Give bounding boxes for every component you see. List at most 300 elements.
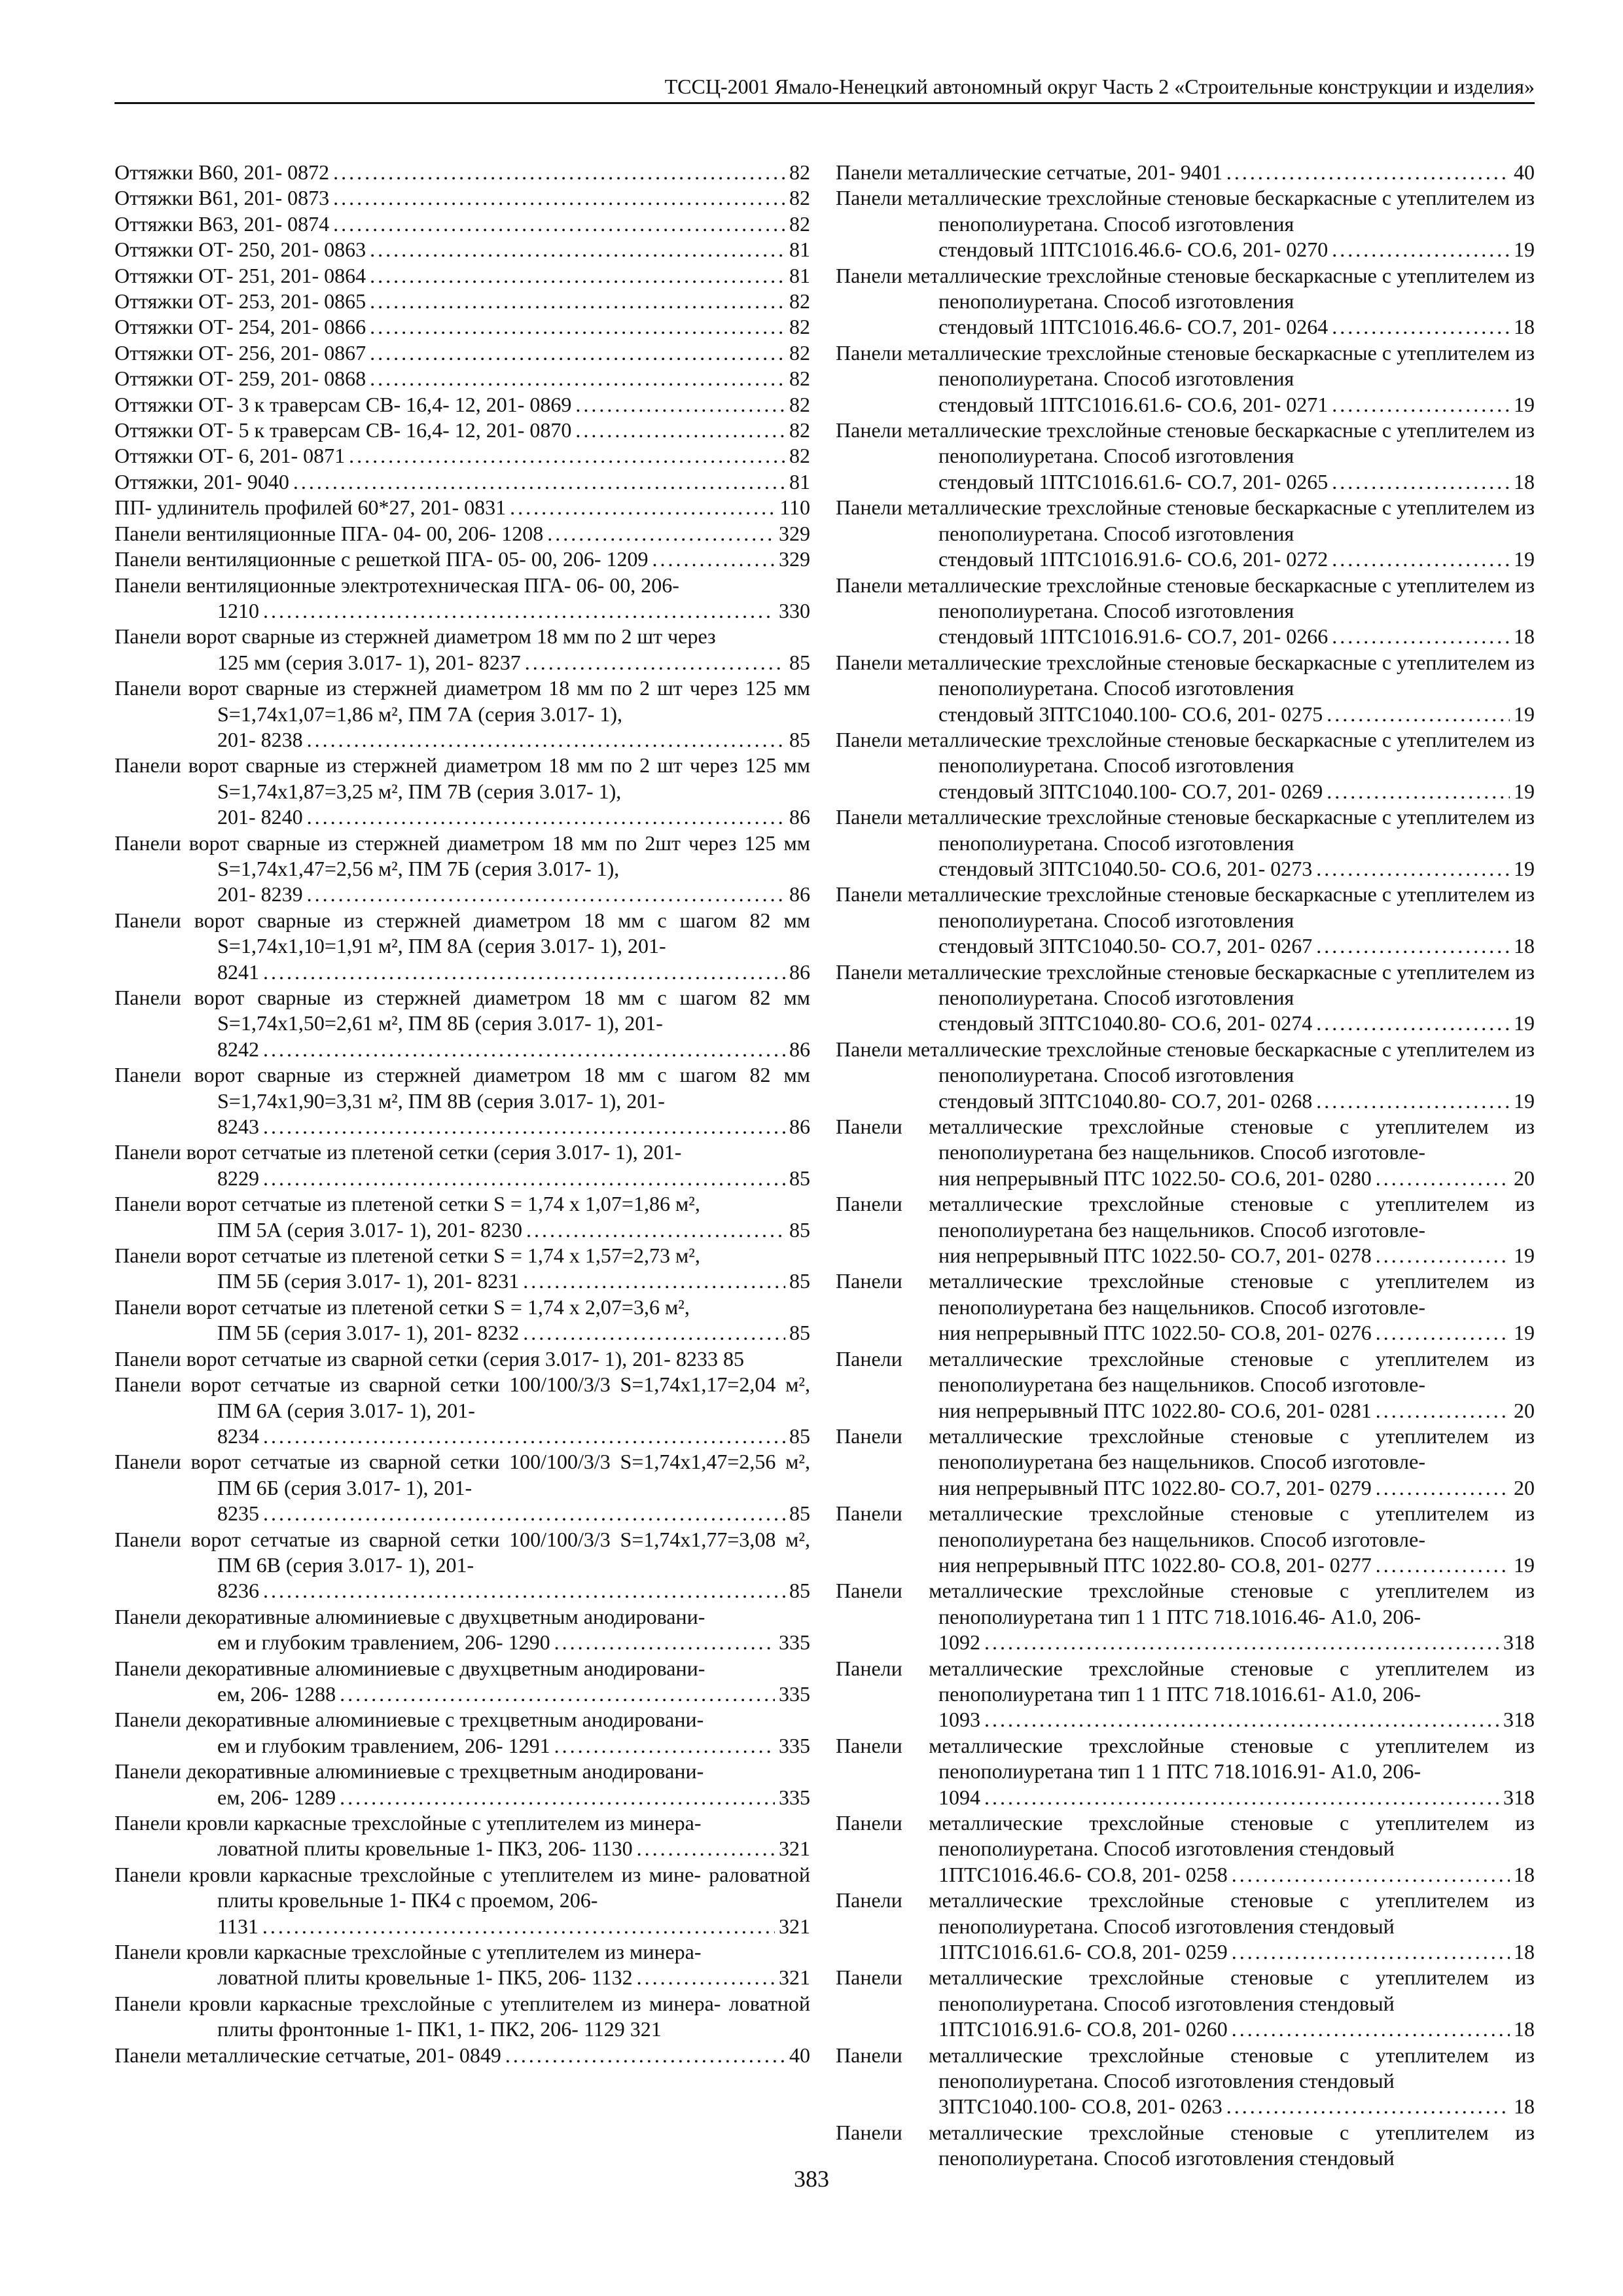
- entry-leader-line: [217, 1320, 810, 1346]
- entry-text: Панели металлические трехслойные стеновые бескаркасные с утеплителем из пенополиуретана. Способ изготовления: [836, 1037, 1535, 1087]
- entry-reference: ПП- удлинитель профилей 60*27, 201- 0831: [115, 495, 507, 520]
- entry-text: Панели кровли каркасные трехслойные с утеплителем из минера- ловатной плиты фронтонные 1- ПК1, 1- ПК2, 206- 1129 321: [115, 1991, 810, 2041]
- dot-leader: [307, 804, 785, 830]
- entry-leader-line: [938, 1398, 1535, 1424]
- index-entry: [115, 1862, 810, 1939]
- index-entry: [115, 1939, 810, 1991]
- entry-leader-line: [115, 366, 810, 391]
- entry-page-number: 318: [1503, 1630, 1535, 1655]
- entry-page-number: 85: [789, 1217, 810, 1242]
- dot-leader: [1376, 1552, 1510, 1578]
- index-entry: [836, 1268, 1535, 1346]
- entry-page-number: 20: [1514, 1166, 1535, 1190]
- entry-reference: ем, 206- 1289: [217, 1785, 336, 1809]
- entry-text: Панели кровли каркасные трехслойные с утеплителем из минера-: [115, 1940, 702, 1964]
- entry-leader-line: [115, 211, 810, 237]
- entry-leader-line: [115, 547, 810, 572]
- entry-leader-line: [938, 314, 1535, 340]
- entry-page-number: 19: [1514, 702, 1535, 726]
- entry-page-number: 82: [789, 392, 810, 416]
- entry-leader-line: [217, 1037, 810, 1062]
- index-entry: [115, 1449, 810, 1526]
- entry-reference: ем, 206- 1288: [217, 1681, 336, 1706]
- dot-leader: [1332, 237, 1510, 262]
- dot-leader: [263, 1037, 785, 1062]
- entry-text: Панели ворот сетчатые из сварной сетки 100/100/3/3 S=1,74x1,47=2,56 м², ПМ 6Б (серия 3.017- 1), 201-: [115, 1450, 810, 1499]
- entry-reference: 8236: [217, 1579, 259, 1603]
- index-entry: [115, 1295, 810, 1346]
- entry-leader-line: [115, 237, 810, 262]
- entry-text: Панели ворот сварные из стержней диаметром 18 мм с шагом 82 мм S=1,74x1,90=3,31 м², ПМ 8В (серия 3.017- 1), 201-: [115, 1063, 810, 1113]
- entry-leader-line: [938, 1785, 1535, 1810]
- entry-reference: стендовый 3ПТС1040.50- СО.7, 201- 0267: [938, 934, 1313, 958]
- entry-reference: 201- 8239: [217, 882, 303, 906]
- entry-reference: стендовый 3ПТС1040.100- СО.6, 201- 0275: [938, 702, 1323, 726]
- dot-leader: [1376, 1243, 1510, 1268]
- index-entry: [115, 1191, 810, 1243]
- dot-leader: [984, 1630, 1499, 1655]
- index-entry: [836, 495, 1535, 572]
- entry-text: Панели ворот сварные из стержней диаметром 18 мм по 2шт через 125 мм S=1,74x1,47=2,56 м², ПМ 7Б (серия 3.017- 1),: [115, 831, 810, 880]
- entry-text: Панели ворот сетчатые из сварной сетки 100/100/3/3 S=1,74x1,17=2,04 м², ПМ 6А (серия 3.017- 1), 201-: [115, 1372, 810, 1422]
- entry-leader-line: [938, 779, 1535, 804]
- entry-leader-line: [115, 418, 810, 443]
- index-entry: [115, 675, 810, 753]
- index-entry: [115, 2043, 810, 2068]
- dot-leader: [263, 1114, 785, 1139]
- dot-leader: [1232, 2017, 1510, 2042]
- entry-page-number: 86: [789, 882, 810, 906]
- entry-page-number: 335: [779, 1681, 810, 1706]
- index-entry: [836, 1191, 1535, 1268]
- entry-page-number: 18: [1514, 2017, 1535, 2041]
- entry-leader-line: [217, 1424, 810, 1449]
- dot-leader: [263, 960, 785, 985]
- entry-leader-line: [938, 1939, 1535, 1965]
- index-entry: [836, 1733, 1535, 1810]
- index-entry: [115, 1062, 810, 1139]
- entry-page-number: 81: [789, 469, 810, 493]
- entry-text: Панели металлические трехслойные стеновые с утеплителем из пенополиуретана без нащельников. Способ изготовле-: [836, 1192, 1535, 1242]
- entry-leader-line: [217, 882, 810, 907]
- entry-reference: 125 мм (серия 3.017- 1), 201- 8237: [217, 650, 521, 674]
- entry-reference: Оттяжки В60, 201- 0872: [115, 160, 330, 184]
- index-entry: [836, 340, 1535, 418]
- entry-leader-line: [115, 263, 810, 289]
- entry-leader-line: [938, 2094, 1535, 2119]
- page-number: 383: [794, 2166, 829, 2192]
- entry-leader-line: [115, 314, 810, 340]
- dot-leader: [1332, 469, 1510, 495]
- entry-reference: ем и глубоким травлением, 206- 1291: [217, 1733, 550, 1757]
- entry-page-number: 19: [1514, 1321, 1535, 1345]
- entry-text: Панели металлические трехслойные стеновые с утеплителем из пенополиуретана без нащельников. Способ изготовле-: [836, 1269, 1535, 1319]
- entry-leader-line: [217, 1501, 810, 1526]
- entry-text: Панели ворот сварные из стержней диаметром 18 мм по 2 шт через 125 мм S=1,74x1,87=3,25 м², ПМ 7В (серия 3.017- 1),: [115, 753, 810, 803]
- entry-text: Панели вентиляционные электротехническая ПГА- 06- 00, 206-: [115, 573, 679, 597]
- entry-leader-line: [938, 2017, 1535, 2042]
- dot-leader: [370, 340, 785, 366]
- entry-text: Панели металлические трехслойные стеновые бескаркасные с утеплителем из пенополиуретана. Способ изготовления: [836, 573, 1535, 622]
- entry-page-number: 81: [789, 263, 810, 287]
- entry-text: Панели металлические трехслойные стеновые с утеплителем из пенополиуретана без нащельников. Способ изготовле-: [836, 1115, 1535, 1164]
- entry-page-number: 19: [1514, 1244, 1535, 1268]
- entry-reference: 8241: [217, 960, 259, 984]
- entry-page-number: 18: [1514, 1862, 1535, 1886]
- index-entry: [115, 1759, 810, 1810]
- entry-text: Панели ворот сетчатые из плетеной сетки S = 1,74 x 1,57=2,73 м²,: [115, 1244, 700, 1268]
- dot-leader: [554, 1733, 775, 1759]
- entry-text: Панели металлические трехслойные стеновые с утеплителем из пенополиуретана тип 1 1 ПТС 718.1016.91- А1.0, 206-: [836, 1733, 1535, 1784]
- index-entry: [115, 340, 810, 366]
- dot-leader: [340, 1785, 775, 1810]
- entry-page-number: 335: [779, 1630, 810, 1655]
- entry-text: Панели металлические трехслойные стеновые с утеплителем из пенополиуретана тип 1 1 ПТС 718.1016.61- А1.0, 206-: [836, 1656, 1535, 1706]
- entry-reference: ловатной плиты кровельные 1- ПК5, 206- 1132: [217, 1965, 633, 1990]
- entry-reference: стендовый 1ПТС1016.46.6- СО.7, 201- 0264: [938, 315, 1329, 339]
- entry-leader-line: [115, 289, 810, 314]
- entry-reference: Оттяжки ОТ- 256, 201- 0867: [115, 340, 366, 365]
- entry-text: Панели металлические трехслойные стеновые с утеплителем из пенополиуретана без нащельников. Способ изготовле-: [836, 1501, 1535, 1551]
- entry-leader-line: [115, 2043, 810, 2068]
- entry-reference: ния непрерывный ПТС 1022.50- СО.6, 201- 0280: [938, 1166, 1372, 1190]
- dot-leader: [262, 1914, 775, 1939]
- entry-text: Панели ворот сетчатые из сварной сетки (серия 3.017- 1), 201- 8233 85: [115, 1346, 744, 1371]
- entry-page-number: 329: [779, 547, 810, 571]
- index-entry: [836, 1888, 1535, 1965]
- entry-leader-line: [938, 1011, 1535, 1036]
- entry-reference: ния непрерывный ПТС 1022.80- СО.7, 201- 0279: [938, 1475, 1372, 1499]
- entry-leader-line: [217, 727, 810, 753]
- entry-reference: 3ПТС1040.100- СО.8, 201- 0263: [938, 2094, 1222, 2119]
- dot-leader: [505, 2043, 785, 2068]
- entry-reference: Оттяжки В61, 201- 0873: [115, 186, 330, 210]
- entry-page-number: 19: [1514, 856, 1535, 880]
- index-entry: [836, 263, 1535, 340]
- index-entry: [836, 1424, 1535, 1501]
- entry-page-number: 18: [1514, 315, 1535, 339]
- entry-page-number: 329: [779, 521, 810, 545]
- dot-leader: [263, 1501, 785, 1526]
- entry-reference: стендовый 3ПТС1040.50- СО.6, 201- 0273: [938, 856, 1313, 880]
- entry-reference: 1092: [938, 1630, 980, 1655]
- index-entry: [836, 1656, 1535, 1733]
- index-entry: [115, 263, 810, 289]
- index-entry: [836, 650, 1535, 727]
- entry-page-number: 86: [789, 960, 810, 984]
- entry-text: Панели металлические трехслойные стеновые бескаркасные с утеплителем из пенополиуретана. Способ изготовления: [836, 882, 1535, 932]
- dot-leader: [340, 1681, 775, 1707]
- entry-text: Панели кровли каркасные трехслойные с утеплителем из мине- раловатной плиты кровельные 1- ПК4 с проемом, 206-: [115, 1862, 810, 1912]
- entry-reference: Оттяжки ОТ- 250, 201- 0863: [115, 238, 366, 262]
- entry-reference: 8234: [217, 1424, 259, 1448]
- entry-leader-line: [217, 804, 810, 830]
- dot-leader: [1327, 779, 1510, 804]
- dot-leader: [1332, 624, 1510, 649]
- entry-leader-line: [938, 469, 1535, 495]
- entry-leader-line: [217, 650, 810, 675]
- entry-leader-line: [115, 160, 810, 185]
- entry-reference: 1ПТС1016.91.6- СО.8, 201- 0260: [938, 2017, 1228, 2041]
- entry-page-number: 85: [789, 650, 810, 674]
- dot-leader: [1332, 547, 1510, 572]
- dot-leader: [652, 547, 775, 572]
- index-entry: [836, 727, 1535, 804]
- index-entry: [115, 237, 810, 262]
- entry-leader-line: [115, 340, 810, 366]
- entry-page-number: 82: [789, 444, 810, 468]
- dot-leader: [370, 289, 785, 314]
- entry-leader-line: [217, 1914, 810, 1939]
- entry-leader-line: [115, 469, 810, 495]
- dot-leader: [1226, 2094, 1510, 2119]
- index-entry: [836, 1346, 1535, 1424]
- entry-reference: ем и глубоким травлением, 206- 1290: [217, 1630, 550, 1655]
- index-entry: [836, 185, 1535, 262]
- entry-reference: Оттяжки, 201- 9040: [115, 469, 289, 493]
- entry-reference: ПМ 5Б (серия 3.017- 1), 201- 8232: [217, 1321, 520, 1345]
- index-entry: [115, 1243, 810, 1295]
- dot-leader: [370, 366, 785, 391]
- entry-reference: Оттяжки ОТ- 5 к траверсам СВ- 16,4- 12, 201- 0870: [115, 418, 572, 442]
- entry-text: Панели ворот сварные из стержней диаметром 18 мм по 2 шт через 125 мм S=1,74x1,07=1,86 м², ПМ 7А (серия 3.017- 1),: [115, 676, 810, 726]
- dot-leader: [526, 1217, 785, 1243]
- entry-page-number: 40: [789, 2043, 810, 2067]
- index-entry: [115, 753, 810, 830]
- dot-leader: [307, 727, 785, 753]
- dot-leader: [349, 443, 785, 469]
- index-entry: [115, 160, 810, 185]
- index-entry: [115, 1372, 810, 1449]
- dot-leader: [263, 1578, 785, 1604]
- index-entry: [115, 1656, 810, 1708]
- entry-page-number: 19: [1514, 547, 1535, 571]
- page-header: ТССЦ-2001 Ямало-Ненецкий автономный округ Часть 2 «Строительные конструкции и изделия»: [115, 73, 1535, 104]
- entry-page-number: 85: [789, 1424, 810, 1448]
- entry-page-number: 330: [779, 598, 810, 622]
- entry-reference: 1093: [938, 1708, 980, 1732]
- entry-reference: 8242: [217, 1037, 259, 1061]
- dot-leader: [984, 1785, 1499, 1810]
- index-entry: [115, 1139, 810, 1191]
- entry-text: Панели декоративные алюминиевые с двухцветным анодировани-: [115, 1604, 705, 1628]
- index-entry: [115, 1346, 810, 1372]
- dot-leader: [510, 495, 776, 520]
- entry-text: Панели ворот сетчатые из плетеной сетки S = 1,74 x 1,07=1,86 м²,: [115, 1192, 700, 1216]
- entry-text: Панели металлические трехслойные стеновые бескаркасные с утеплителем из пенополиуретана. Способ изготовления: [836, 263, 1535, 314]
- index-entry: [115, 573, 810, 624]
- dot-leader: [263, 1166, 785, 1191]
- entry-page-number: 20: [1514, 1398, 1535, 1422]
- entry-page-number: 18: [1514, 2094, 1535, 2119]
- entry-reference: ловатной плиты кровельные 1- ПК3, 206- 1130: [217, 1837, 633, 1861]
- entry-leader-line: [938, 237, 1535, 262]
- dot-leader: [1332, 392, 1510, 418]
- entry-reference: стендовый 1ПТС1016.61.6- СО.6, 201- 0271: [938, 392, 1329, 416]
- entry-text: Панели металлические трехслойные стеновые бескаркасные с утеплителем из пенополиуретана. Способ изготовления: [836, 340, 1535, 391]
- entry-reference: 1ПТС1016.61.6- СО.8, 201- 0259: [938, 1940, 1228, 1964]
- entry-reference: 201- 8240: [217, 805, 303, 829]
- entry-leader-line: [217, 1217, 810, 1243]
- entry-page-number: 18: [1514, 624, 1535, 649]
- entry-text: Панели ворот сетчатые из плетеной сетки (серия 3.017- 1), 201-: [115, 1140, 682, 1164]
- entry-page-number: 85: [789, 1579, 810, 1603]
- entry-page-number: 82: [789, 367, 810, 391]
- entry-text: Панели металлические трехслойные стеновые с утеплителем из пенополиуретана тип 1 1 ПТС 718.1016.46- А1.0, 206-: [836, 1579, 1535, 1628]
- entry-page-number: 82: [789, 160, 810, 184]
- entry-text: Панели металлические трехслойные стеновые бескаркасные с утеплителем из пенополиуретана. Способ изготовления: [836, 727, 1535, 778]
- entry-leader-line: [217, 1578, 810, 1604]
- dot-leader: [263, 1424, 785, 1449]
- entry-reference: Оттяжки ОТ- 253, 201- 0865: [115, 289, 366, 314]
- index-column-left: [115, 160, 810, 2068]
- index-entry: [115, 211, 810, 237]
- entry-leader-line: [217, 1965, 810, 1990]
- index-entry: [836, 1578, 1535, 1655]
- entry-text: Панели ворот сварные из стержней диаметром 18 мм с шагом 82 мм S=1,74x1,10=1,91 м², ПМ 8А (серия 3.017- 1), 201-: [115, 908, 810, 958]
- entry-text: Панели декоративные алюминиевые с двухцветным анодировани-: [115, 1656, 705, 1680]
- entry-leader-line: [217, 1268, 810, 1294]
- dot-leader: [1232, 1939, 1510, 1965]
- entry-page-number: 86: [789, 1115, 810, 1139]
- entry-page-number: 82: [789, 340, 810, 365]
- entry-reference: ПМ 5Б (серия 3.017- 1), 201- 8231: [217, 1269, 520, 1293]
- entry-leader-line: [938, 856, 1535, 882]
- entry-page-number: 82: [789, 211, 810, 236]
- dot-leader: [370, 314, 785, 340]
- entry-text: Панели металлические трехслойные стеновые с утеплителем из пенополиуретана. Способ изготовления стендовый: [836, 1888, 1535, 1938]
- index-entry: [836, 1501, 1535, 1578]
- index-entry: [836, 882, 1535, 959]
- index-entry: [836, 804, 1535, 882]
- entry-leader-line: [938, 1475, 1535, 1501]
- dot-leader: [1316, 1088, 1510, 1114]
- entry-reference: 8235: [217, 1501, 259, 1526]
- dot-leader: [293, 469, 785, 495]
- entry-text: Панели металлические трехслойные стеновые бескаркасные с утеплителем из пенополиуретана. Способ изготовления: [836, 495, 1535, 545]
- entry-leader-line: [938, 933, 1535, 959]
- entry-reference: стендовый 1ПТС1016.61.6- СО.7, 201- 0265: [938, 469, 1329, 493]
- entry-page-number: 335: [779, 1733, 810, 1757]
- dot-leader: [1376, 1166, 1510, 1191]
- entry-leader-line: [938, 547, 1535, 572]
- entry-page-number: 85: [789, 1269, 810, 1293]
- dot-leader: [525, 650, 785, 675]
- entry-page-number: 82: [789, 289, 810, 314]
- entry-leader-line: [217, 598, 810, 624]
- index-entry: [115, 985, 810, 1062]
- entry-page-number: 85: [789, 1166, 810, 1190]
- entry-leader-line: [217, 1681, 810, 1707]
- entry-reference: стендовый 3ПТС1040.100- СО.7, 201- 0269: [938, 779, 1323, 803]
- entry-reference: Оттяжки ОТ- 259, 201- 0868: [115, 367, 366, 391]
- index-entry: [836, 1810, 1535, 1888]
- index-entry: [115, 521, 810, 547]
- entry-reference: Оттяжки ОТ- 251, 201- 0864: [115, 263, 366, 287]
- entry-page-number: 110: [779, 495, 810, 520]
- entry-leader-line: [115, 495, 810, 520]
- index-entry: [836, 2043, 1535, 2120]
- entry-text: Панели металлические трехслойные стеновые с утеплителем из пенополиуретана. Способ изготовления стендовый: [836, 1811, 1535, 1861]
- entry-reference: ния непрерывный ПТС 1022.50- СО.8, 201- 0276: [938, 1321, 1372, 1345]
- index-column-right: [836, 160, 1535, 2172]
- dot-leader: [333, 160, 785, 185]
- index-entry: [115, 831, 810, 908]
- entry-text: Панели декоративные алюминиевые с трехцветным анодировани-: [115, 1759, 704, 1784]
- entry-reference: Оттяжки ОТ- 254, 201- 0866: [115, 315, 366, 339]
- dot-leader: [637, 1965, 775, 1990]
- entry-reference: стендовый 3ПТС1040.80- СО.7, 201- 0268: [938, 1088, 1313, 1113]
- entry-text: Панели металлические трехслойные стеновые с утеплителем из пенополиуретана. Способ изготовления стендовый: [836, 2120, 1535, 2170]
- entry-leader-line: [217, 1114, 810, 1139]
- entry-text: Панели металлические трехслойные стеновые бескаркасные с утеплителем из пенополиуретана. Способ изготовления: [836, 960, 1535, 1009]
- entry-page-number: 19: [1514, 1552, 1535, 1577]
- entry-page-number: 81: [789, 238, 810, 262]
- entry-reference: Панели вентиляционные ПГА- 04- 00, 206- 1208: [115, 521, 544, 545]
- dot-leader: [333, 211, 785, 237]
- dot-leader: [1332, 314, 1510, 340]
- entry-reference: 1131: [217, 1914, 259, 1938]
- entry-page-number: 85: [789, 727, 810, 751]
- index-entry: [836, 960, 1535, 1037]
- index-entry: [836, 1037, 1535, 1114]
- entry-reference: стендовый 1ПТС1016.46.6- СО.6, 201- 0270: [938, 238, 1329, 262]
- entry-reference: Оттяжки ОТ- 3 к траверсам СВ- 16,4- 12, 201- 0869: [115, 392, 572, 416]
- entry-leader-line: [938, 1166, 1535, 1191]
- entry-reference: 1094: [938, 1785, 980, 1809]
- entry-page-number: 82: [789, 315, 810, 339]
- entry-reference: стендовый 1ПТС1016.91.6- СО.7, 201- 0266: [938, 624, 1329, 649]
- dot-leader: [637, 1836, 775, 1861]
- entry-leader-line: [938, 392, 1535, 418]
- entry-page-number: 321: [779, 1965, 810, 1990]
- entry-text: Панели металлические трехслойные стеновые бескаркасные с утеплителем из пенополиуретана. Способ изготовления: [836, 805, 1535, 855]
- entry-leader-line: [938, 1630, 1535, 1655]
- entry-reference: ния непрерывный ПТС 1022.80- СО.8, 201- 0277: [938, 1552, 1372, 1577]
- entry-page-number: 19: [1514, 1088, 1535, 1113]
- entry-leader-line: [938, 1707, 1535, 1732]
- entry-page-number: 19: [1514, 779, 1535, 803]
- dot-leader: [1316, 933, 1510, 959]
- dot-leader: [523, 1320, 785, 1346]
- dot-leader: [370, 237, 785, 262]
- index-entry: [115, 418, 810, 443]
- entry-page-number: 18: [1514, 934, 1535, 958]
- index-entry: [115, 469, 810, 495]
- index-entry: [115, 624, 810, 675]
- entry-reference: 1ПТС1016.46.6- СО.8, 201- 0258: [938, 1862, 1228, 1886]
- entry-leader-line: [217, 1166, 810, 1191]
- entry-leader-line: [938, 1552, 1535, 1578]
- entry-text: Панели металлические трехслойные стеновые с утеплителем из пенополиуретана. Способ изготовления стендовый: [836, 2043, 1535, 2093]
- index-entry: [115, 314, 810, 340]
- entry-page-number: 321: [779, 1837, 810, 1861]
- entry-text: Панели металлические трехслойные стеновые с утеплителем из пенополиуретана без нащельников. Способ изготовле-: [836, 1424, 1535, 1474]
- index-entry: [115, 366, 810, 391]
- index-entry: [836, 2120, 1535, 2172]
- entry-reference: ния непрерывный ПТС 1022.50- СО.7, 201- 0278: [938, 1244, 1372, 1268]
- entry-leader-line: [938, 1320, 1535, 1346]
- entry-leader-line: [217, 960, 810, 985]
- index-entry: [115, 185, 810, 211]
- entry-text: Панели декоративные алюминиевые с трехцветным анодировани-: [115, 1708, 704, 1732]
- dot-leader: [547, 521, 775, 547]
- entry-page-number: 19: [1514, 392, 1535, 416]
- entry-reference: Оттяжки В63, 201- 0874: [115, 211, 330, 236]
- entry-text: Панели ворот сварные из стержней диаметром 18 мм по 2 шт через: [115, 624, 716, 649]
- entry-page-number: 18: [1514, 1940, 1535, 1964]
- dot-leader: [575, 392, 785, 418]
